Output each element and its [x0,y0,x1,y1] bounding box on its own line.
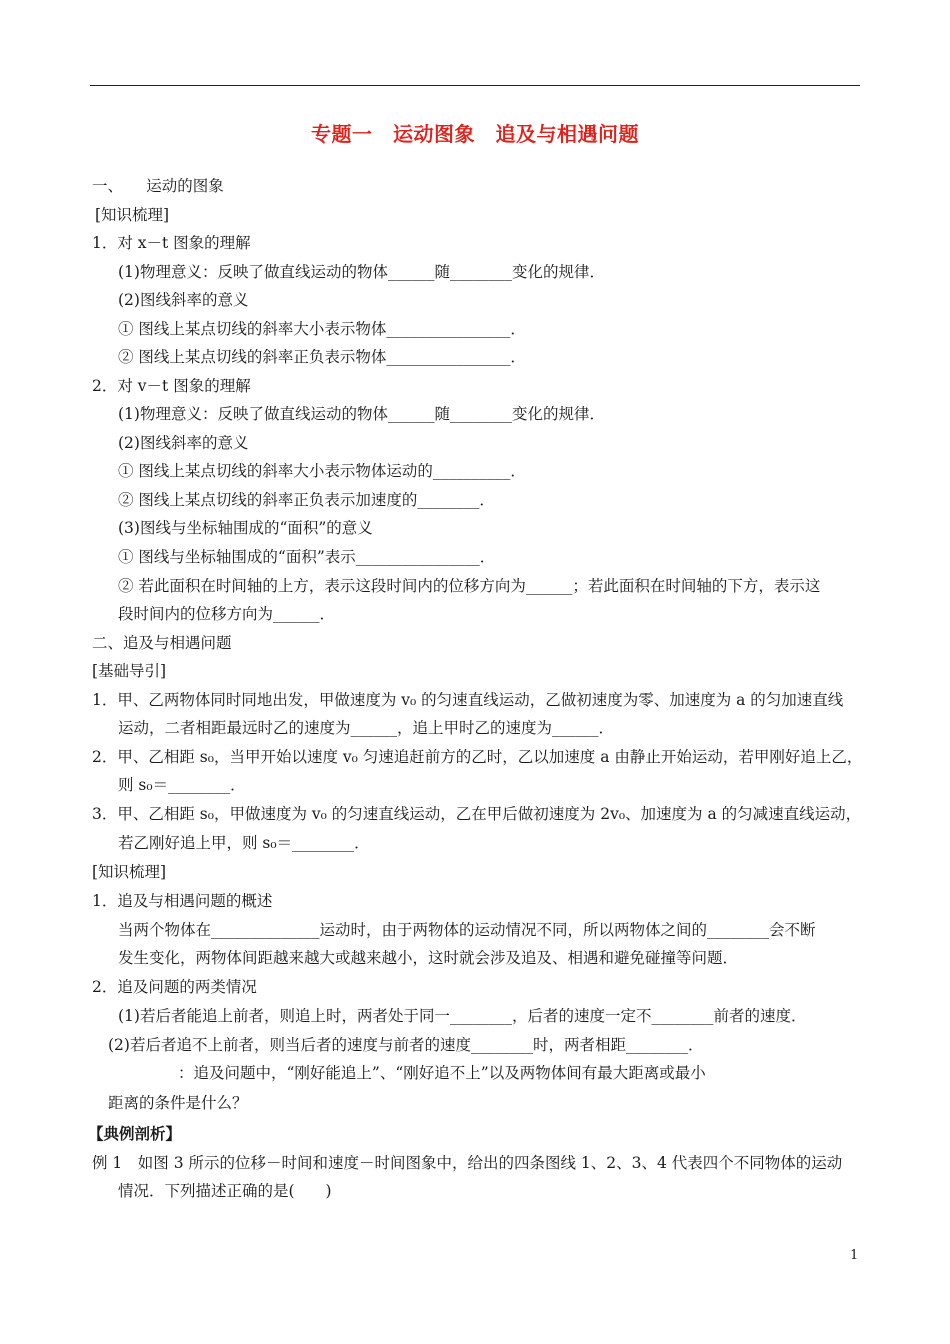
text-line: [知识梳理] [92,863,167,881]
text-line: 段时间内的位移方向为______． [118,605,336,623]
text-line: (3)图线与坐标轴围成的“面积”的意义 [118,519,373,537]
text-line: 2．甲、乙相距 s₀，当甲开始以速度 v₀ 匀速追赶前方的乙时，乙以加速度 a 由静止开始运动，若甲刚好追上乙， [92,748,863,766]
text-line: 二、追及与相遇问题 [92,634,232,652]
text-line: 1．追及与相遇问题的概述 [92,892,273,910]
text-line: (1)若后者能追上前者，则追上时，两者处于同一________，后者的速度一定不________前者的速度． [118,1007,807,1025]
text-line: (1)物理意义：反映了做直线运动的物体______随________变化的规律． [118,263,605,281]
page-number: 1 [850,1248,859,1263]
text-line: 1．甲、乙两物体同时同地出发，甲做速度为 v₀ 的匀速直线运动，乙做初速度为零、加速度为 a 的匀加速直线 [92,691,844,709]
text-line: ② 图线上某点切线的斜率正负表示物体________________． [118,348,526,366]
text-line: (1)物理意义：反映了做直线运动的物体______随________变化的规律． [118,405,605,423]
header-rule [90,85,860,86]
text-line: ：追及问题中，“刚好能追上”、“刚好追不上”以及两物体间有最大距离或最小 [178,1064,706,1082]
text-line: 则 s₀＝________． [118,776,246,794]
text-line: 当两个物体在______________运动时，由于两物体的运动情况不同，所以两物体之间的________会不断 [118,921,816,939]
text-line: 1．对 x－t 图象的理解 [92,234,251,252]
text-line: [知识梳理] [95,206,170,224]
text-line: 3．甲、乙相距 s₀，甲做速度为 v₀ 的匀速直线运动，乙在甲后做初速度为 2v₀、加速度为 a 的匀减速直线运动， [92,805,862,823]
text-line: [基础导引] [92,662,167,680]
text-line: 【典例剖析】 [88,1124,182,1143]
text-line: ① 图线与坐标轴围成的“面积”表示________________． [118,548,496,566]
text-line: 2．对 v－t 图象的理解 [92,377,251,395]
text-line: 例 1 如图 3 所示的位移－时间和速度－时间图象中，给出的四条图线 1、2、3、4 代表四个不同物体的运动 [92,1154,843,1172]
text-line: 情况．下列描述正确的是( ) [118,1182,332,1200]
text-line: 距离的条件是什么？ [108,1094,248,1112]
text-line: 若乙刚好追上甲，则 s₀＝________． [118,834,370,852]
text-line: 发生变化，两物体间距越来越大或越来越小，这时就会涉及追及、相遇和避免碰撞等问题． [118,949,739,967]
text-line: 运动，二者相距最远时乙的速度为______，追上甲时乙的速度为______． [118,719,615,737]
page-title: 专题一 运动图象 追及与相遇问题 [311,122,639,146]
text-line: ① 图线上某点切线的斜率大小表示物体________________． [118,320,526,338]
text-line: ② 若此面积在时间轴的上方，表示这段时间内的位移方向为______；若此面积在时间轴的下方，表示这 [118,577,821,595]
text-line: (2)若后者追不上前者，则当后者的速度与前者的速度________时，两者相距________． [108,1036,704,1054]
text-line: 2．追及问题的两类情况 [92,978,257,996]
text-line: (2)图线斜率的意义 [118,291,249,309]
text-line: ② 图线上某点切线的斜率正负表示加速度的________． [118,491,495,509]
text-line: (2)图线斜率的意义 [118,434,249,452]
text-line: ① 图线上某点切线的斜率大小表示物体运动的__________． [118,462,526,480]
text-line: 一、 运动的图象 [92,177,224,195]
